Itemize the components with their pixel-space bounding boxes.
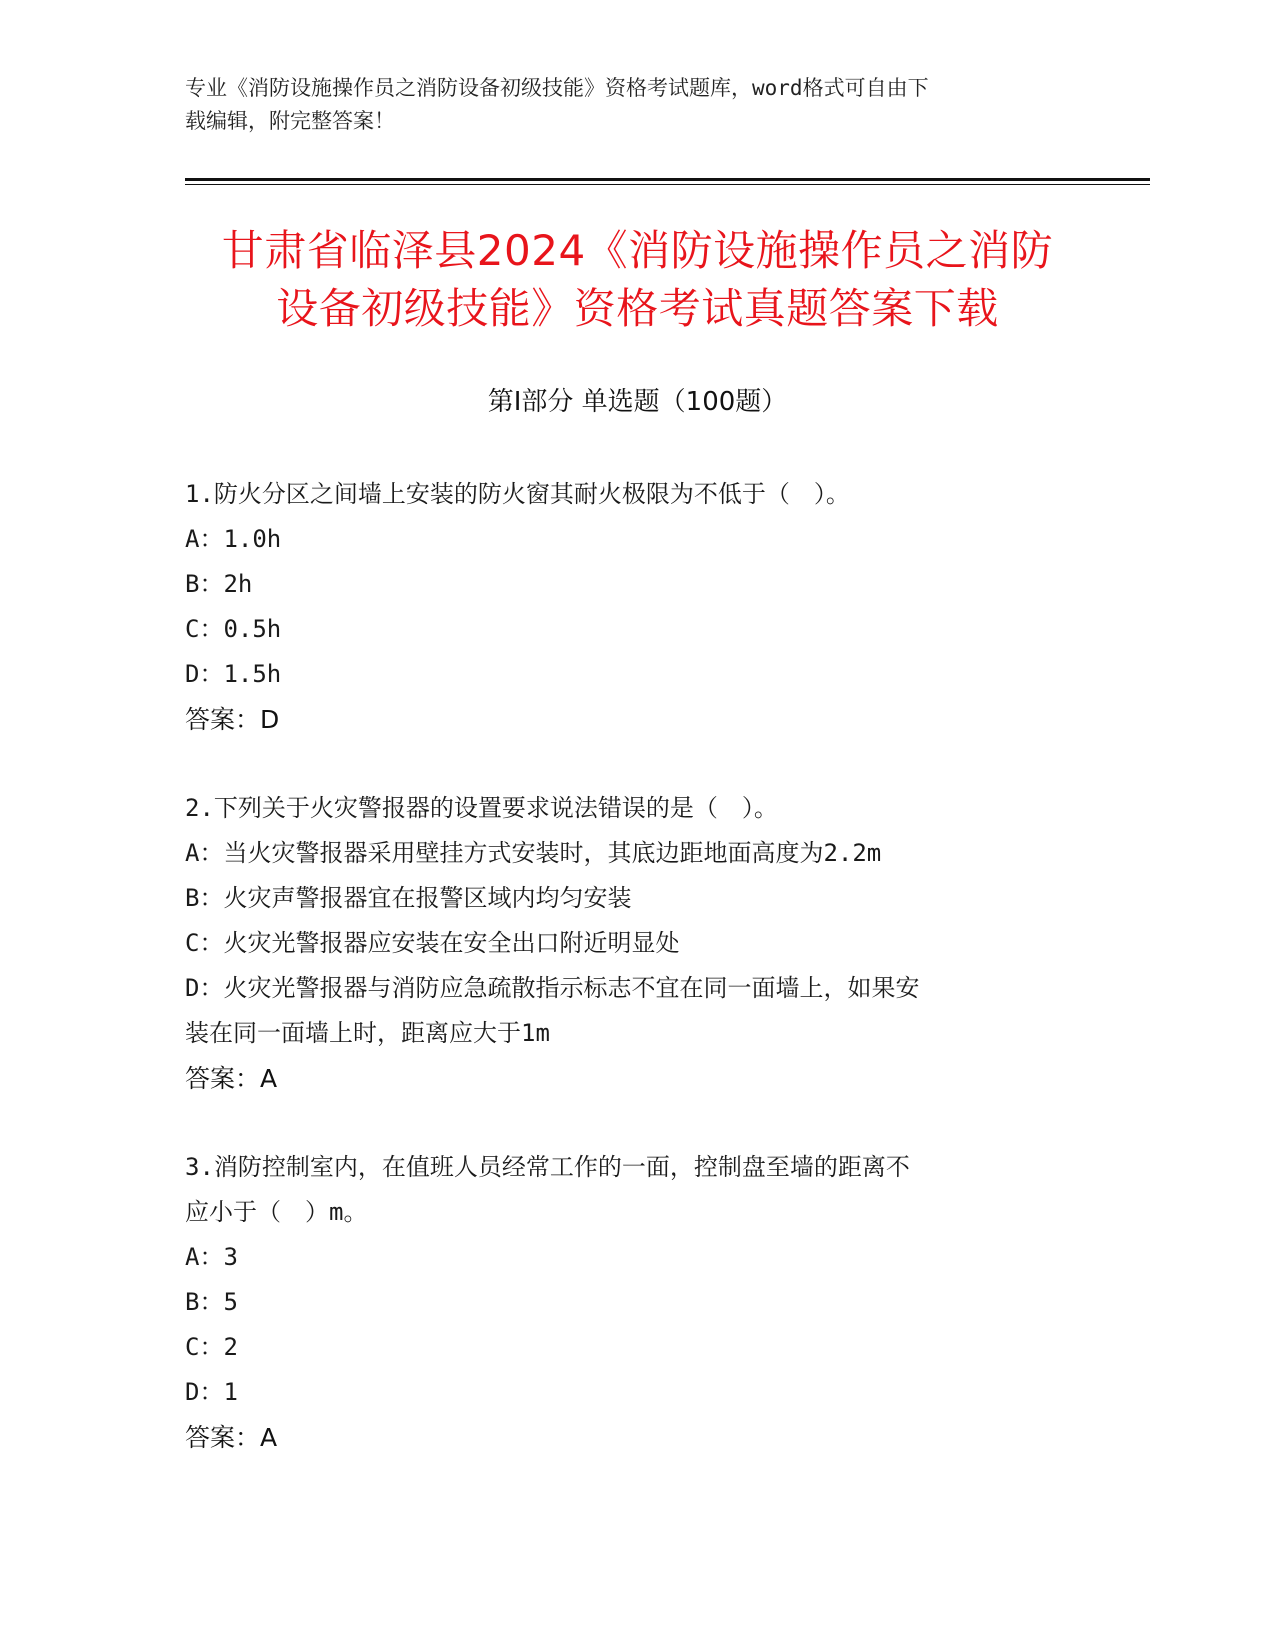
question-stem: 2.下列关于火灾警报器的设置要求说法错误的是（ ）。: [185, 794, 778, 822]
option-c: C：2: [185, 1333, 238, 1361]
option-d: D：火灾光警报器与消防应急疏散指示标志不宜在同一面墙上，如果安: [185, 974, 920, 1002]
option-c: C：0.5h: [185, 615, 282, 643]
section-heading: 第Ⅰ部分 单选题（100题）: [487, 387, 788, 417]
answer: 答案：D: [185, 705, 280, 734]
option-b: B：火灾声警报器宜在报警区域内均匀安装: [185, 884, 632, 912]
header-divider-thin: [185, 184, 1150, 185]
header-note: [185, 72, 1065, 138]
option-d: D：1: [185, 1378, 238, 1406]
title-line: 设备初级技能》资格考试真题答案下载: [276, 284, 999, 333]
answer: 答案：A: [185, 1423, 278, 1452]
header-note-line: 专业《消防设施操作员之消防设备初级技能》资格考试题库，word格式可自由下: [185, 76, 929, 100]
question-list: [185, 472, 1065, 1504]
question-2: [185, 786, 1065, 1101]
header-divider-thick: [185, 178, 1150, 181]
option-a: A：1.0h: [185, 525, 282, 553]
question-1: [185, 472, 1065, 742]
answer: 答案：A: [185, 1064, 278, 1093]
question-3: [185, 1145, 1065, 1460]
header-note-line: 载编辑，附完整答案！: [185, 109, 395, 133]
option-a: A：当火灾警报器采用壁挂方式安装时，其底边距地面高度为2.2m: [185, 839, 882, 867]
option-b: B：2h: [185, 570, 253, 598]
option-a: A：3: [185, 1243, 238, 1271]
option-d: D：1.5h: [185, 660, 282, 688]
option-d-continued: 装在同一面墙上时，距离应大于1m: [185, 1019, 550, 1047]
title-line: 甘肃省临泽县2024《消防设施操作员之消防: [221, 226, 1054, 275]
option-c: C：火灾光警报器应安装在安全出口附近明显处: [185, 929, 680, 957]
option-b: B：5: [185, 1288, 238, 1316]
question-stem: 3.消防控制室内，在值班人员经常工作的一面，控制盘至墙的距离不: [185, 1153, 910, 1181]
document-title: [160, 222, 1115, 338]
question-stem-continued: 应小于（ ）m。: [185, 1198, 368, 1226]
question-stem: 1.防火分区之间墙上安装的防火窗其耐火极限为不低于（ ）。: [185, 480, 850, 508]
